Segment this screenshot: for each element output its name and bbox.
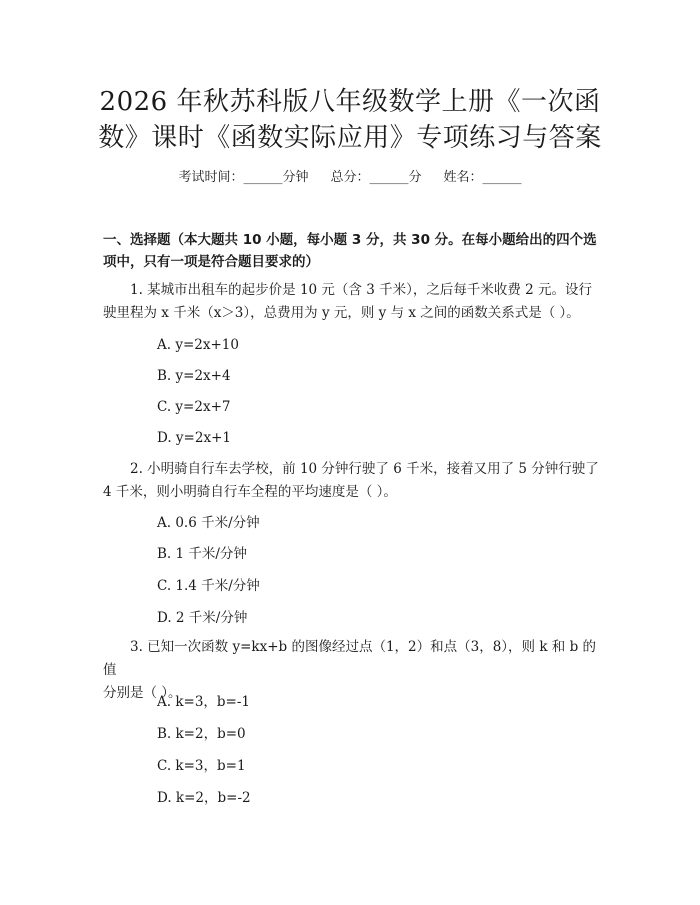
- question-1-line-2: 驶里程为 x 千米（x＞3），总费用为 y 元，则 y 与 x 之间的函数关系式是（ ）。: [103, 305, 580, 321]
- exam-score-blank: ______: [369, 170, 409, 185]
- student-name-blank: ______: [482, 170, 522, 185]
- section-heading: [103, 229, 603, 273]
- exam-score-unit: 分: [408, 170, 422, 185]
- question-1-option-a: A. y=2x+10: [157, 337, 239, 353]
- document-title-line-2: 数》课时《函数实际应用》专项练习与答案: [98, 123, 602, 153]
- student-name-label: 姓名：: [443, 170, 483, 185]
- question-3-option-b: B. k=2，b=0: [157, 726, 246, 742]
- question-3-line-2: 分别是（ ）。: [103, 685, 182, 701]
- question-1-line-1: 1. 某城市出租车的起步价是 10 元（含 3 千米），之后每千米收费 2 元。设行: [130, 282, 593, 298]
- section-heading-line-1: 一、选择题（本大题共 10 小题，每小题 3 分，共 30 分。在每小题给出的四个选: [103, 232, 597, 248]
- exam-time-blank: ______: [243, 170, 283, 185]
- exam-info-bar: [0, 166, 700, 185]
- question-3-option-c: C. k=3，b=1: [157, 758, 246, 774]
- question-2-option-b: B. 1 千米/分钟: [157, 546, 247, 562]
- question-3-option-d: D. k=2，b=-2: [157, 790, 251, 806]
- question-3-option-a: A. k=3，b=-1: [157, 694, 251, 710]
- question-1-option-d: D. y=2x+1: [157, 430, 231, 446]
- question-2-line-2: 4 千米，则小明骑自行车全程的平均速度是（ ）。: [103, 484, 397, 500]
- question-1-option-b: B. y=2x+4: [157, 368, 231, 384]
- section-heading-line-2: 项中，只有一项是符合题目要求的）: [103, 254, 319, 270]
- question-1: [103, 279, 603, 325]
- question-2-option-d: D. 2 千米/分钟: [157, 610, 248, 626]
- question-2: [103, 458, 603, 504]
- document-title-line-1: 2026 年秋苏科版八年级数学上册《一次函: [99, 87, 601, 117]
- question-2-line-1: 2. 小明骑自行车去学校，前 10 分钟行驶了 6 千米，接着又用了 5 分钟行驶了: [130, 461, 599, 477]
- exam-time-unit: 分钟: [282, 170, 309, 185]
- question-3-line-1: 3. 已知一次函数 y=kx+b 的图像经过点（1，2）和点（3，8），则 k 和 b 的值: [103, 639, 597, 678]
- exam-time-label: 考试时间：: [178, 170, 244, 185]
- question-2-option-c: C. 1.4 千米/分钟: [157, 578, 260, 594]
- exam-score-label: 总分：: [330, 170, 370, 185]
- question-2-option-a: A. 0.6 千米/分钟: [157, 515, 260, 531]
- question-1-option-c: C. y=2x+7: [157, 399, 231, 415]
